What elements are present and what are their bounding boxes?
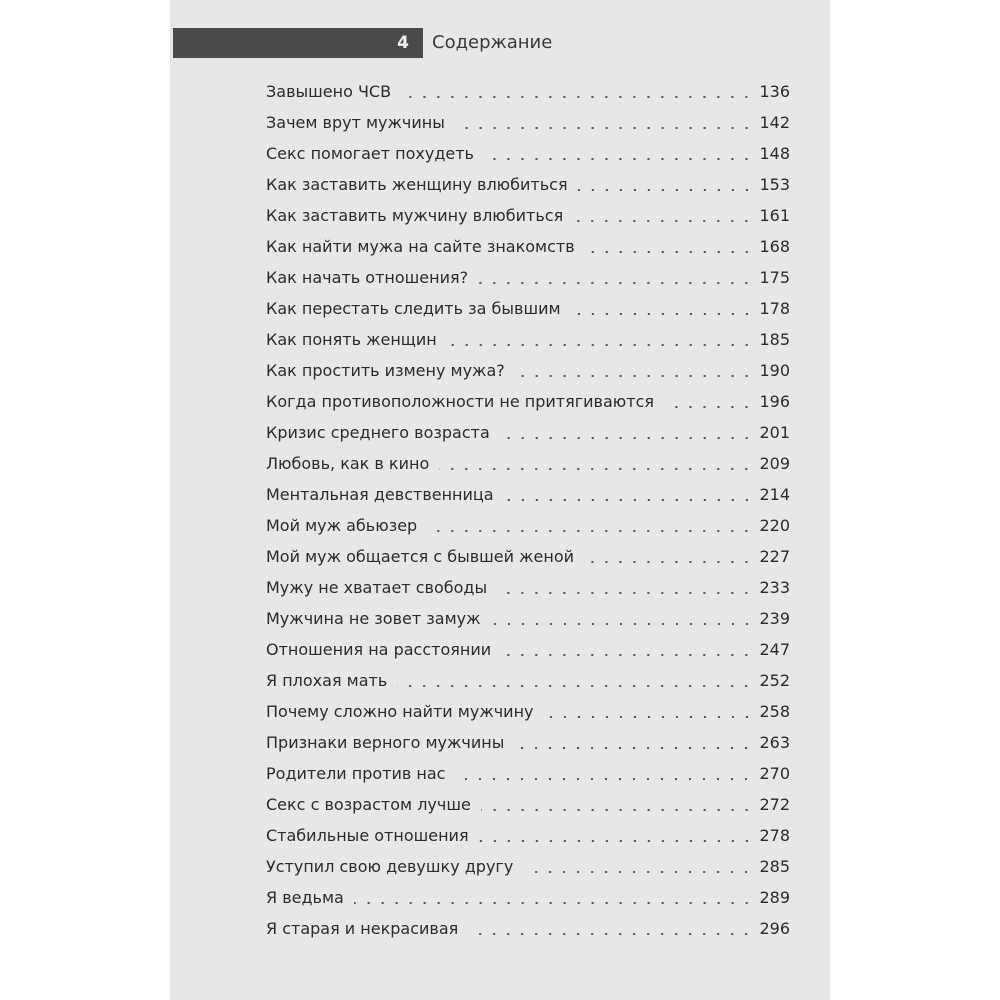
toc-entry	[266, 138, 790, 169]
toc-entry-page: 201	[759, 423, 790, 442]
dot-leader	[468, 933, 753, 935]
toc-entry-title: Как понять женщин	[266, 330, 437, 349]
toc-entry-title: Уступил свою девушку другу	[266, 857, 514, 876]
dot-leader	[585, 251, 754, 253]
toc-entry	[266, 820, 790, 851]
toc-entry-title: Как найти мужа на сайте знакомств	[266, 237, 575, 256]
dot-leader	[401, 96, 753, 98]
dot-leader	[573, 220, 753, 222]
toc-entry-title: Секс помогает похудеть	[266, 144, 474, 163]
toc-entry-title: Завышено ЧСВ	[266, 82, 392, 101]
toc-entry-title: Когда противоположности не притягиваются	[266, 392, 654, 411]
toc-entry-page: 227	[759, 547, 790, 566]
toc-entry-page: 148	[759, 144, 790, 163]
toc-entry-title: Отношения на расстоянии	[266, 640, 492, 659]
toc-entry	[266, 696, 790, 727]
toc-entry	[266, 541, 790, 572]
toc-entry-title: Как простить измену мужа?	[266, 361, 505, 380]
toc-entry-title: Признаки верного мужчины	[266, 733, 505, 752]
dot-leader	[571, 313, 754, 315]
toc-entry-page: 220	[759, 516, 790, 535]
toc-entry-title: Любовь, как в кино	[266, 454, 430, 473]
toc-entry	[266, 355, 790, 386]
dot-leader	[354, 902, 754, 904]
toc-entry-title: Зачем врут мужчины	[266, 113, 445, 132]
toc-entry-title: Кризис среднего возраста	[266, 423, 490, 442]
toc-entry	[266, 169, 790, 200]
toc-entry	[266, 603, 790, 634]
toc-entry-page: 263	[759, 733, 790, 752]
toc-entry	[266, 789, 790, 820]
toc-entry	[266, 107, 790, 138]
toc-entry-page: 289	[759, 888, 790, 907]
toc-entry-title: Я плохая мать	[266, 671, 388, 690]
toc-entry-title: Как начать отношения?	[266, 268, 469, 287]
toc-entry-title: Как перестать следить за бывшим	[266, 299, 561, 318]
page-number-tab	[173, 28, 423, 58]
dot-leader	[491, 623, 754, 625]
toc-entry-page: 278	[759, 826, 790, 845]
toc-entry	[266, 634, 790, 665]
toc-entry-title: Как заставить мужчину влюбиться	[266, 206, 564, 225]
toc-entry-title: Стабильные отношения	[266, 826, 469, 845]
toc-entry-page: 252	[759, 671, 790, 690]
dot-leader	[478, 282, 753, 284]
toc-entry	[266, 510, 790, 541]
dot-leader	[515, 375, 754, 377]
toc-entry	[266, 448, 790, 479]
dot-leader	[504, 499, 754, 501]
dot-leader	[664, 406, 753, 408]
page-header	[170, 28, 830, 58]
dot-leader	[584, 561, 753, 563]
dot-leader	[439, 468, 753, 470]
toc-entry-page: 209	[759, 454, 790, 473]
toc-entry-page: 258	[759, 702, 790, 721]
dot-leader	[523, 871, 753, 873]
toc-entry-page: 272	[759, 795, 790, 814]
dot-leader	[455, 778, 753, 780]
dot-leader	[578, 189, 754, 191]
book-page	[170, 0, 830, 1000]
toc-entry-title: Почему сложно найти мужчину	[266, 702, 534, 721]
toc-entry	[266, 913, 790, 944]
toc-entry-page: 178	[759, 299, 790, 318]
toc-entry-page: 175	[759, 268, 790, 287]
toc-entry-page: 161	[759, 206, 790, 225]
toc-entry-title: Мужчина не зовет замуж	[266, 609, 481, 628]
toc-entry	[266, 324, 790, 355]
dot-leader	[481, 809, 754, 811]
toc-entry-page: 239	[759, 609, 790, 628]
toc-entry-page: 285	[759, 857, 790, 876]
toc-entry-page: 270	[759, 764, 790, 783]
toc-entry-title: Мой муж абьюзер	[266, 516, 418, 535]
toc-entry	[266, 758, 790, 789]
toc-entry	[266, 76, 790, 107]
dot-leader	[497, 592, 753, 594]
toc-entry-page: 153	[759, 175, 790, 194]
toc-entry	[266, 386, 790, 417]
toc-entry-page: 142	[759, 113, 790, 132]
toc-entry	[266, 479, 790, 510]
toc-entry-title: Мой муж общается с бывшей женой	[266, 547, 575, 566]
page-number: 4	[397, 33, 409, 53]
toc-entry-page: 185	[759, 330, 790, 349]
toc-entry-title: Я старая и некрасивая	[266, 919, 459, 938]
toc-entry-page: 190	[759, 361, 790, 380]
running-header-title: Содержание	[432, 32, 553, 53]
toc-entry-page: 214	[759, 485, 790, 504]
toc-entry-title: Как заставить женщину влюбиться	[266, 175, 568, 194]
toc-entry-title: Родители против нас	[266, 764, 446, 783]
dot-leader	[501, 654, 753, 656]
toc-entry	[266, 851, 790, 882]
toc-entry-title: Я ведьма	[266, 888, 344, 907]
dot-leader	[455, 127, 754, 129]
toc-entry	[266, 417, 790, 448]
dot-leader	[514, 747, 753, 749]
dot-leader	[544, 716, 754, 718]
toc-entry	[266, 293, 790, 324]
toc-entry	[266, 665, 790, 696]
dot-leader	[427, 530, 753, 532]
toc-entry	[266, 572, 790, 603]
toc-entry	[266, 200, 790, 231]
dot-leader	[484, 158, 753, 160]
toc-entry	[266, 231, 790, 262]
toc-entry-page: 296	[759, 919, 790, 938]
toc-entry	[266, 262, 790, 293]
dot-leader	[397, 685, 753, 687]
dot-leader	[447, 344, 754, 346]
toc-entry	[266, 727, 790, 758]
toc-entry-title: Ментальная девственница	[266, 485, 494, 504]
toc-entry-page: 196	[759, 392, 790, 411]
toc-entry-page: 247	[759, 640, 790, 659]
toc-entry-page: 136	[759, 82, 790, 101]
table-of-contents	[266, 76, 790, 944]
toc-entry-title: Секс с возрастом лучше	[266, 795, 471, 814]
toc-entry	[266, 882, 790, 913]
dot-leader	[479, 840, 754, 842]
toc-entry-title: Мужу не хватает свободы	[266, 578, 488, 597]
dot-leader	[500, 437, 754, 439]
toc-entry-page: 233	[759, 578, 790, 597]
toc-entry-page: 168	[759, 237, 790, 256]
